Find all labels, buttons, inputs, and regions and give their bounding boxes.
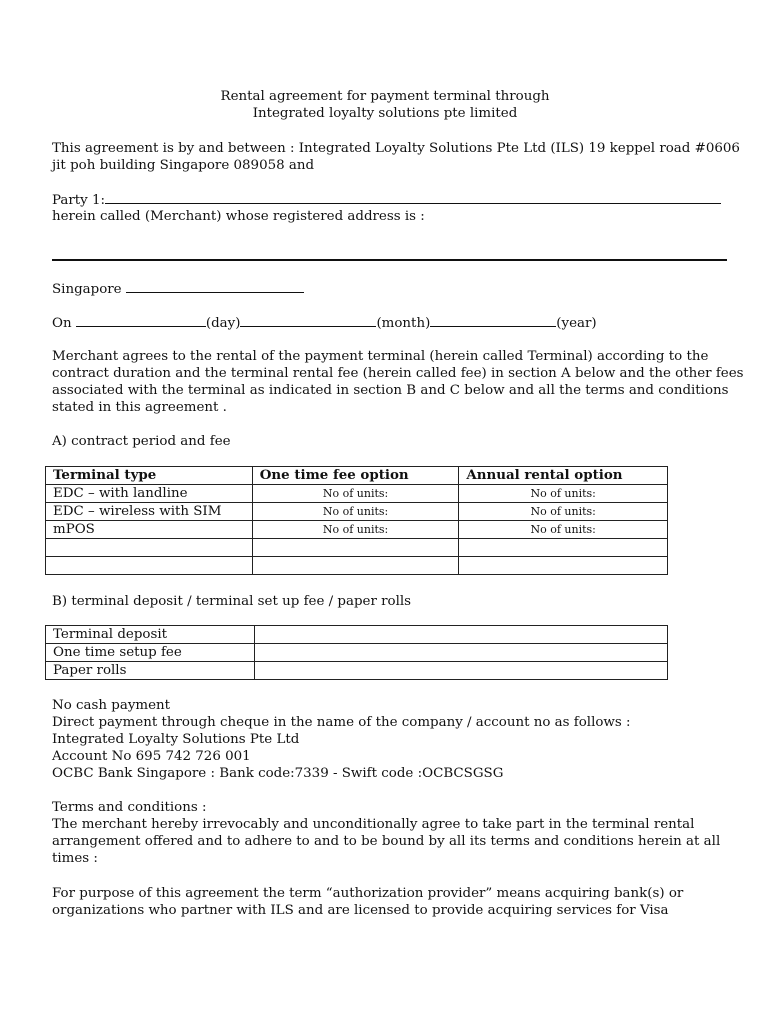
terminal-type-cell: mPOS: [46, 521, 253, 539]
table-header-row: [46, 467, 668, 485]
terminal-type-cell: EDC – wireless with SIM: [46, 503, 253, 521]
party-label: [52, 191, 721, 209]
agreement-line-1: Merchant agrees to the rental of the payment terminal (herein called Terminal) according to the: [52, 349, 709, 364]
address-label: herein called (Merchant) whose registered address is :: [52, 209, 425, 224]
payment-line-3: Integrated Loyalty Solutions Pte Ltd: [52, 732, 300, 747]
fee-label-cell: One time setup fee: [46, 644, 255, 662]
table-row: [46, 503, 668, 521]
date-on-label: On: [52, 316, 72, 331]
one-time-units-cell[interactable]: No of units:: [252, 521, 459, 539]
table-row: [46, 521, 668, 539]
day-label: (day): [205, 316, 241, 331]
fee-label-cell: Paper rolls: [46, 662, 255, 680]
title-line-1: Rental agreement for payment terminal through: [220, 89, 550, 104]
fee-value-cell[interactable]: [254, 662, 667, 680]
intro-line-2: jit poh building Singapore 089058 and: [52, 158, 315, 173]
section-b-heading: B) terminal deposit / terminal set up fee / paper rolls: [52, 594, 412, 609]
payment-line-1: No cash payment: [52, 698, 171, 713]
header-one-time-fee: One time fee option: [252, 467, 459, 485]
terminal-type-cell: EDC – with landline: [46, 485, 253, 503]
table-row-empty: [46, 557, 668, 575]
empty-cell[interactable]: [252, 557, 459, 575]
table-row: [46, 644, 668, 662]
fee-value-cell[interactable]: [254, 626, 667, 644]
table-row-empty: [46, 539, 668, 557]
definition-line-1: For purpose of this agreement the term “authorization provider” means acquiring bank(s) or: [52, 886, 684, 901]
address-line[interactable]: [52, 259, 727, 261]
empty-cell[interactable]: [459, 557, 668, 575]
header-annual-rental: Annual rental option: [459, 467, 668, 485]
annual-units-cell[interactable]: No of units:: [459, 503, 668, 521]
agreement-line-4: stated in this agreement .: [52, 400, 227, 415]
year-label: (year): [556, 316, 597, 331]
singapore-label: Singapore: [52, 282, 122, 297]
fee-label-cell: Terminal deposit: [46, 626, 255, 644]
header-terminal-type: Terminal type: [46, 467, 253, 485]
month-label: (month): [376, 316, 431, 331]
annual-units-cell[interactable]: No of units:: [459, 521, 668, 539]
singapore-row: [52, 280, 304, 298]
title-line-2: Integrated loyalty solutions pte limited: [252, 106, 518, 121]
table-row: [46, 626, 668, 644]
contract-fee-table: [45, 466, 668, 575]
empty-cell[interactable]: [46, 539, 253, 557]
year-blank[interactable]: [430, 314, 556, 327]
payment-line-4: Account No 695 742 726 001: [52, 749, 251, 764]
agreement-line-2: contract duration and the terminal rental fee (herein called fee) in section A below and the other fees: [52, 366, 744, 381]
date-row: [52, 314, 597, 332]
payment-line-5: OCBC Bank Singapore : Bank code:7339 - Swift code :OCBCSGSG: [52, 766, 504, 781]
empty-cell[interactable]: [459, 539, 668, 557]
payment-line-2: Direct payment through cheque in the name of the company / account no as follows :: [52, 715, 631, 730]
party-name-blank[interactable]: [105, 191, 721, 204]
deposit-fee-table: [45, 625, 668, 680]
table-row: [46, 662, 668, 680]
section-a-heading: A) contract period and fee: [52, 434, 231, 449]
empty-cell[interactable]: [252, 539, 459, 557]
terms-line-1: The merchant hereby irrevocably and unconditionally agree to take part in the terminal rental: [52, 817, 695, 832]
fee-value-cell[interactable]: [254, 644, 667, 662]
terms-heading: Terms and conditions :: [52, 800, 207, 815]
terms-line-2: arrangement offered and to adhere to and to be bound by all its terms and conditions herein at all: [52, 834, 721, 849]
annual-units-cell[interactable]: No of units:: [459, 485, 668, 503]
singapore-blank[interactable]: [126, 280, 304, 293]
month-blank[interactable]: [240, 314, 376, 327]
definition-line-2: organizations who partner with ILS and are licensed to provide acquiring services for Visa: [52, 903, 669, 918]
one-time-units-cell[interactable]: No of units:: [252, 485, 459, 503]
table-row: [46, 485, 668, 503]
empty-cell[interactable]: [46, 557, 253, 575]
day-blank[interactable]: [76, 314, 206, 327]
intro-line-1: This agreement is by and between : Integrated Loyalty Solutions Pte Ltd (ILS) 19 keppel road #0606: [52, 141, 740, 156]
agreement-line-3: associated with the terminal as indicated in section B and C below and all the terms and conditions: [52, 383, 729, 398]
one-time-units-cell[interactable]: No of units:: [252, 503, 459, 521]
terms-line-3: times :: [52, 851, 98, 866]
party-label-text: Party 1:: [52, 193, 106, 208]
